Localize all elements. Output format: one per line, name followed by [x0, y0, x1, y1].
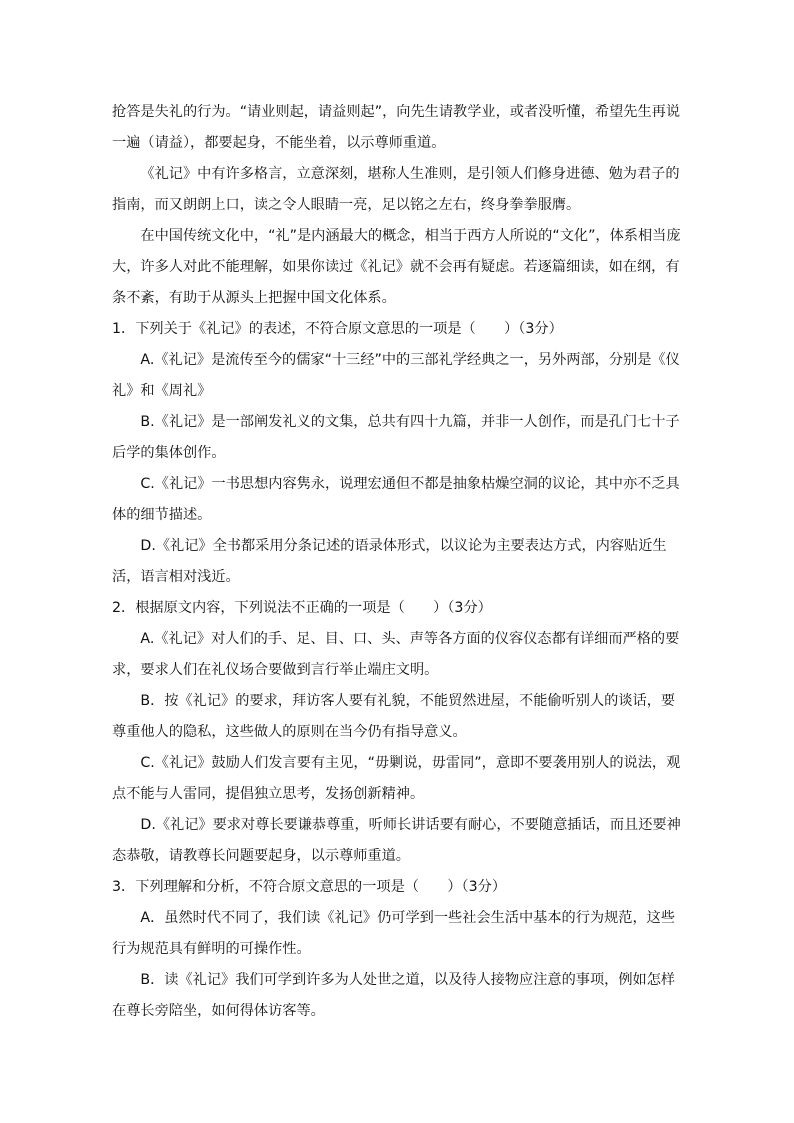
question-3-option-b: B．读《礼记》我们可学到许多为人处世之道，以及待人接物应注意的事项，例如怎样在尊长旁陪坐，如何得体访客等。: [112, 972, 676, 1019]
paragraph: 抢答是失礼的行为。“请业则起，请益则起”，向先生请教学业，或者没听懂，希望先生再说一遍（请益），都要起身，不能坐着，以示尊师重道。: [112, 104, 681, 151]
question-2-option-b: B．按《礼记》的要求，拜访客人要有礼貌，不能贸然进屋，不能偷听别人的谈话，要尊重他人的隐私，这些做人的原则在当今仍有指导意义。: [112, 693, 676, 740]
paragraph: 在中国传统文化中，“礼”是内涵最大的概念，相当于西方人所说的“文化”，体系相当庞大，许多人对此不能理解，如果你读过《礼记》就不会再有疑虑。若逐篇细读，如在纲，有条不紊，有助于从源头上把握中国文化体系。: [112, 228, 681, 306]
document-body: [112, 97, 687, 1027]
question-1-option-b: B.《礼记》是一部阐发礼义的文集，总共有四十九篇，并非一人创作，而是孔门七十子后学的集体创作。: [112, 414, 680, 461]
question-1-option-a: A.《礼记》是流传至今的儒家“十三经”中的三部礼学经典之一，另外两部，分别是《仪礼》和《周礼》: [112, 352, 680, 399]
question-2-option-c: C.《礼记》鼓励人们发言要有主见，“毋剿说，毋雷同”，意即不要袭用别人的说法，观点不能与人雷同，提倡独立思考，发扬创新精神。: [112, 755, 681, 802]
question-3-option-a: A．虽然时代不同了，我们读《礼记》仍可学到一些社会生活中基本的行为规范，这些行为规范具有鲜明的可操作性。: [112, 910, 676, 957]
question-1-option-c: C.《礼记》一书思想内容隽永，说理宏通但不都是抽象枯燥空洞的议论，其中亦不乏具体的细节描述。: [112, 476, 680, 523]
question-1-option-d: D.《礼记》全书都采用分条记述的语录体形式，以议论为主要表达方式，内容贴近生活，语言相对浅近。: [112, 538, 667, 585]
question-1-stem: 1．下列关于《礼记》的表述，不符合原文意思的一项是（ ）（3分）: [112, 321, 563, 337]
question-2-option-d: D.《礼记》要求对尊长要谦恭尊重，听师长讲话要有耐心，不要随意插话，而且还要神态恭敬，请教尊长问题要起身，以示尊师重道。: [112, 817, 681, 864]
question-2-option-a: A.《礼记》对人们的手、足、目、口、头、声等各方面的仪容仪态都有详细而严格的要求，要求人们在礼仪场合要做到言行举止端庄文明。: [112, 631, 680, 678]
question-3-stem: 3．下列理解和分析，不符合原文意思的一项是（ ）（3分）: [112, 879, 507, 895]
question-2-stem: 2．根据原文内容，下列说法不正确的一项是（ ）（3分）: [112, 600, 492, 616]
paragraph: 《礼记》中有许多格言，立意深刻，堪称人生准则，是引领人们修身进德、勉为君子的指南，而又朗朗上口，读之令人眼睛一亮，足以铭之左右，终身拳拳服膺。: [112, 166, 680, 213]
